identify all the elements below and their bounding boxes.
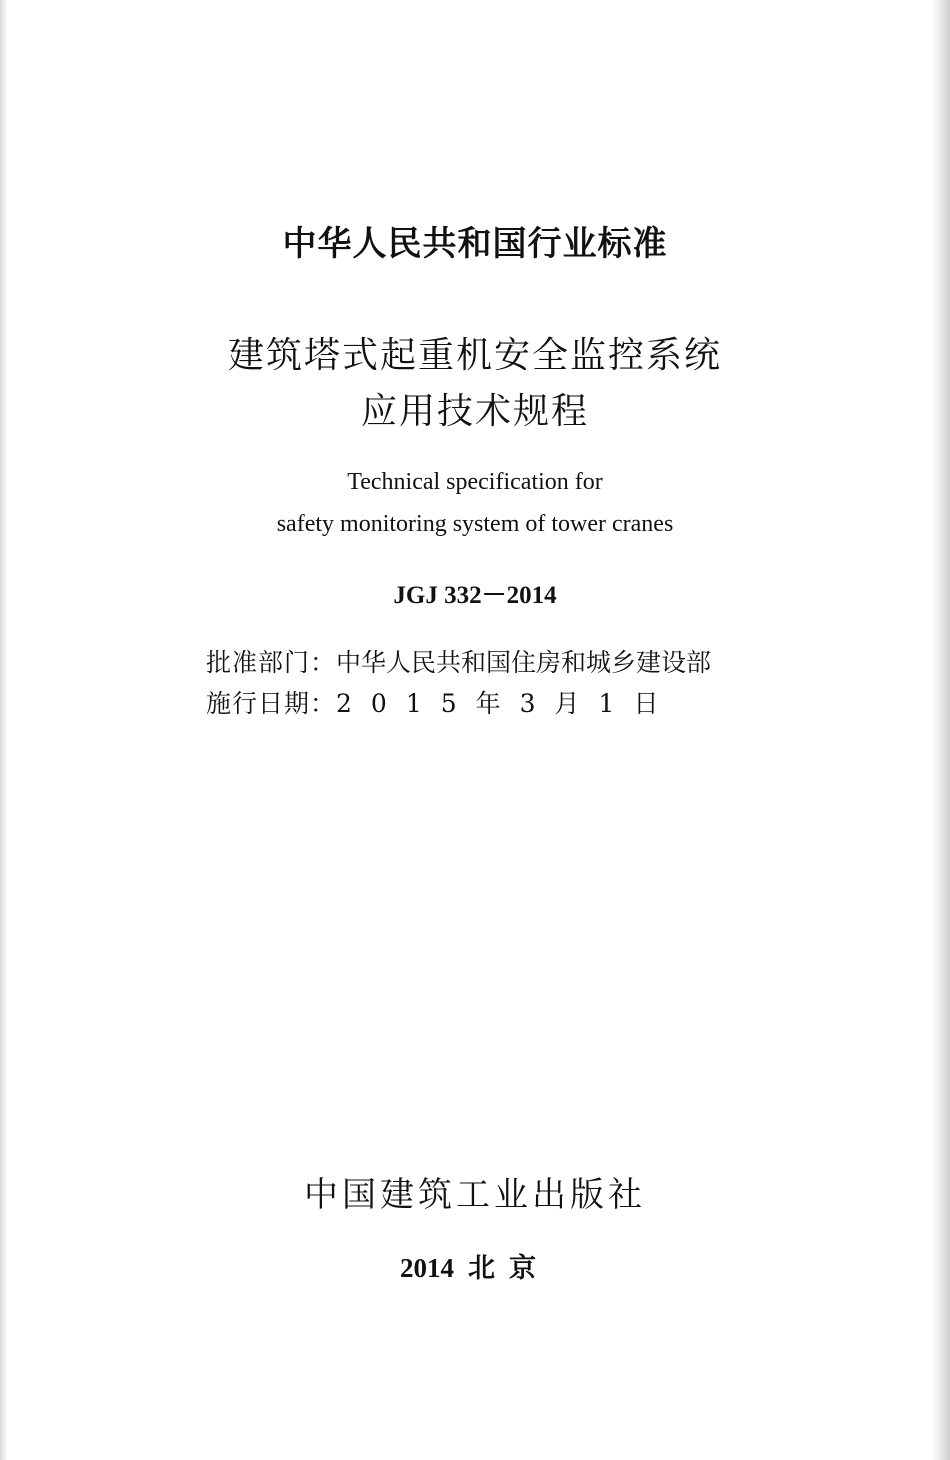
approval-authority-row xyxy=(206,645,806,681)
approval-value: 中华人民共和国住房和城乡建设部 xyxy=(336,648,712,677)
title-english-line-1: Technical specification for xyxy=(347,469,603,495)
title-english-line-2: safety monitoring system of tower cranes xyxy=(276,511,674,537)
publication-year: 2014 xyxy=(400,1253,454,1283)
publication-year-place xyxy=(0,1250,950,1287)
title-chinese-line-2: 应用技术规程 xyxy=(360,391,589,432)
standard-code: JGJ 332－2014 xyxy=(393,582,557,609)
publication-city: 北京 xyxy=(468,1253,550,1284)
effective-label: 施行日期： xyxy=(206,689,337,718)
title-chinese-line-1: 建筑塔式起重机安全监控系统 xyxy=(227,335,722,376)
publisher-name: 中国建筑工业出版社 xyxy=(304,1175,646,1215)
effective-date-value: 2015年3月1日 xyxy=(336,689,678,718)
page-edge-shadow-right xyxy=(932,0,950,1460)
page-edge-shadow-left xyxy=(0,0,8,1460)
approval-label: 批准部门： xyxy=(206,648,337,677)
effective-date-row xyxy=(206,686,806,722)
series-title: 中华人民共和国行业标准 xyxy=(282,224,668,264)
